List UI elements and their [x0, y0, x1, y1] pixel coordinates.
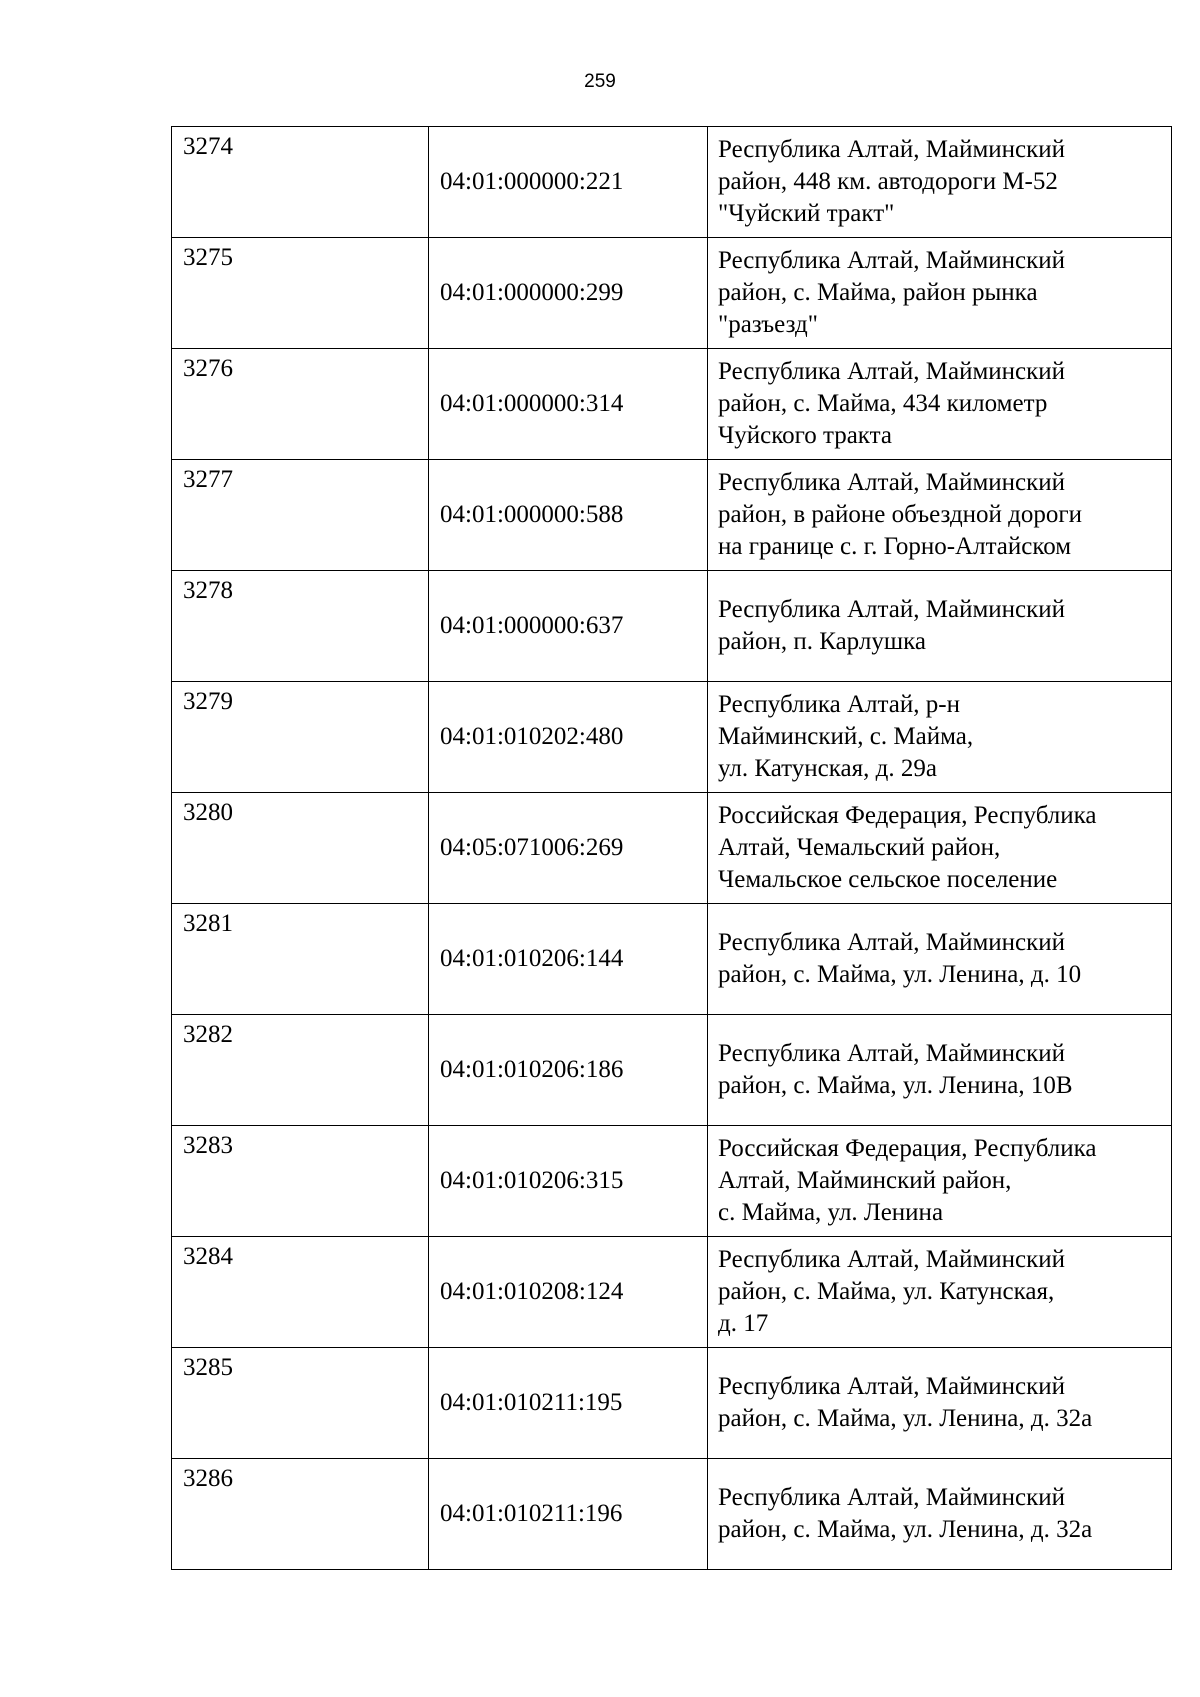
cadastral-number-cell: 04:01:000000:299 [429, 238, 708, 349]
cadastral-number-cell: 04:01:010206:186 [429, 1015, 708, 1126]
address-line: Республика Алтай, Майминский [718, 929, 1066, 956]
cadastral-number-cell: 04:01:010211:195 [429, 1348, 708, 1459]
cadastral-number-cell: 04:01:000000:588 [429, 460, 708, 571]
address-cell [708, 349, 1172, 460]
row-number-cell: 3282 [172, 1015, 429, 1126]
cadastral-number-cell: 04:01:000000:314 [429, 349, 708, 460]
address-line: район, п. Карлушка [718, 628, 926, 655]
row-number-cell: 3286 [172, 1459, 429, 1570]
row-number-cell: 3278 [172, 571, 429, 682]
table-row [172, 571, 1172, 682]
address-cell [708, 793, 1172, 904]
address-line: Республика Алтай, Майминский [718, 247, 1066, 274]
registry-table [171, 126, 1172, 1570]
address-line: Чемальское сельское поселение [718, 866, 1058, 893]
address-line: Республика Алтай, Майминский [718, 1484, 1066, 1511]
address-cell [708, 238, 1172, 349]
address-line: Республика Алтай, Майминский [718, 596, 1066, 623]
page-number: 259 [584, 71, 616, 92]
address-cell [708, 571, 1172, 682]
cadastral-number-cell: 04:05:071006:269 [429, 793, 708, 904]
cadastral-number-cell: 04:01:010206:144 [429, 904, 708, 1015]
table-row [172, 238, 1172, 349]
address-line: Российская Федерация, Республика [718, 802, 1097, 829]
address-line: район, с. Майма, ул. Ленина, д. 32а [718, 1516, 1093, 1543]
address-line: Чуйского тракта [718, 422, 892, 449]
address-line: Алтай, Чемальский район, [718, 834, 1001, 861]
address-line: район, с. Майма, ул. Ленина, д. 10 [718, 961, 1082, 988]
row-number-cell: 3281 [172, 904, 429, 1015]
address-cell [708, 1015, 1172, 1126]
address-line: Республика Алтай, Майминский [718, 1246, 1066, 1273]
address-cell [708, 1348, 1172, 1459]
address-line: Республика Алтай, Майминский [718, 1373, 1066, 1400]
address-cell [708, 460, 1172, 571]
address-line: "Чуйский тракт" [718, 200, 895, 227]
table-row [172, 1015, 1172, 1126]
address-line: с. Майма, ул. Ленина [718, 1199, 944, 1226]
address-line: ул. Катунская, д. 29а [718, 755, 937, 782]
address-line: район, с. Майма, 434 километр [718, 390, 1048, 417]
table-row [172, 1348, 1172, 1459]
address-line: Майминский, с. Майма, [718, 723, 974, 750]
row-number-cell: 3279 [172, 682, 429, 793]
address-line: район, с. Майма, ул. Катунская, [718, 1278, 1055, 1305]
row-number-cell: 3275 [172, 238, 429, 349]
table-row [172, 349, 1172, 460]
row-number-cell: 3277 [172, 460, 429, 571]
address-line: район, с. Майма, ул. Ленина, 10В [718, 1072, 1073, 1099]
address-cell [708, 1126, 1172, 1237]
cadastral-number-cell: 04:01:010211:196 [429, 1459, 708, 1570]
cadastral-number-cell: 04:01:000000:221 [429, 127, 708, 238]
table-row [172, 682, 1172, 793]
address-line: Республика Алтай, Майминский [718, 136, 1066, 163]
address-line: на границе с. г. Горно-Алтайском [718, 533, 1072, 560]
cadastral-number-cell: 04:01:000000:637 [429, 571, 708, 682]
address-line: Республика Алтай, Майминский [718, 358, 1066, 385]
row-number-cell: 3274 [172, 127, 429, 238]
table-row [172, 1459, 1172, 1570]
registry-table-body [172, 127, 1172, 1570]
address-line: район, в районе объездной дороги [718, 501, 1083, 528]
row-number-cell: 3283 [172, 1126, 429, 1237]
cadastral-number-cell: 04:01:010208:124 [429, 1237, 708, 1348]
address-line: д. 17 [718, 1310, 769, 1337]
table-row [172, 793, 1172, 904]
address-cell [708, 904, 1172, 1015]
table-row [172, 1126, 1172, 1237]
address-line: Республика Алтай, Майминский [718, 1040, 1066, 1067]
address-cell [708, 127, 1172, 238]
row-number-cell: 3280 [172, 793, 429, 904]
address-line: Алтай, Майминский район, [718, 1167, 1012, 1194]
table-row [172, 460, 1172, 571]
table-row [172, 904, 1172, 1015]
row-number-cell: 3284 [172, 1237, 429, 1348]
address-line: Российская Федерация, Республика [718, 1135, 1097, 1162]
address-line: район, с. Майма, ул. Ленина, д. 32а [718, 1405, 1093, 1432]
address-line: район, 448 км. автодороги М-52 [718, 168, 1058, 195]
address-cell [708, 682, 1172, 793]
cadastral-number-cell: 04:01:010206:315 [429, 1126, 708, 1237]
address-line: "разъезд" [718, 311, 818, 338]
cadastral-number-cell: 04:01:010202:480 [429, 682, 708, 793]
address-line: Республика Алтай, Майминский [718, 469, 1066, 496]
address-line: Республика Алтай, р-н [718, 691, 960, 718]
row-number-cell: 3285 [172, 1348, 429, 1459]
table-row [172, 1237, 1172, 1348]
address-cell [708, 1237, 1172, 1348]
table-row [172, 127, 1172, 238]
address-line: район, с. Майма, район рынка [718, 279, 1038, 306]
row-number-cell: 3276 [172, 349, 429, 460]
address-cell [708, 1459, 1172, 1570]
